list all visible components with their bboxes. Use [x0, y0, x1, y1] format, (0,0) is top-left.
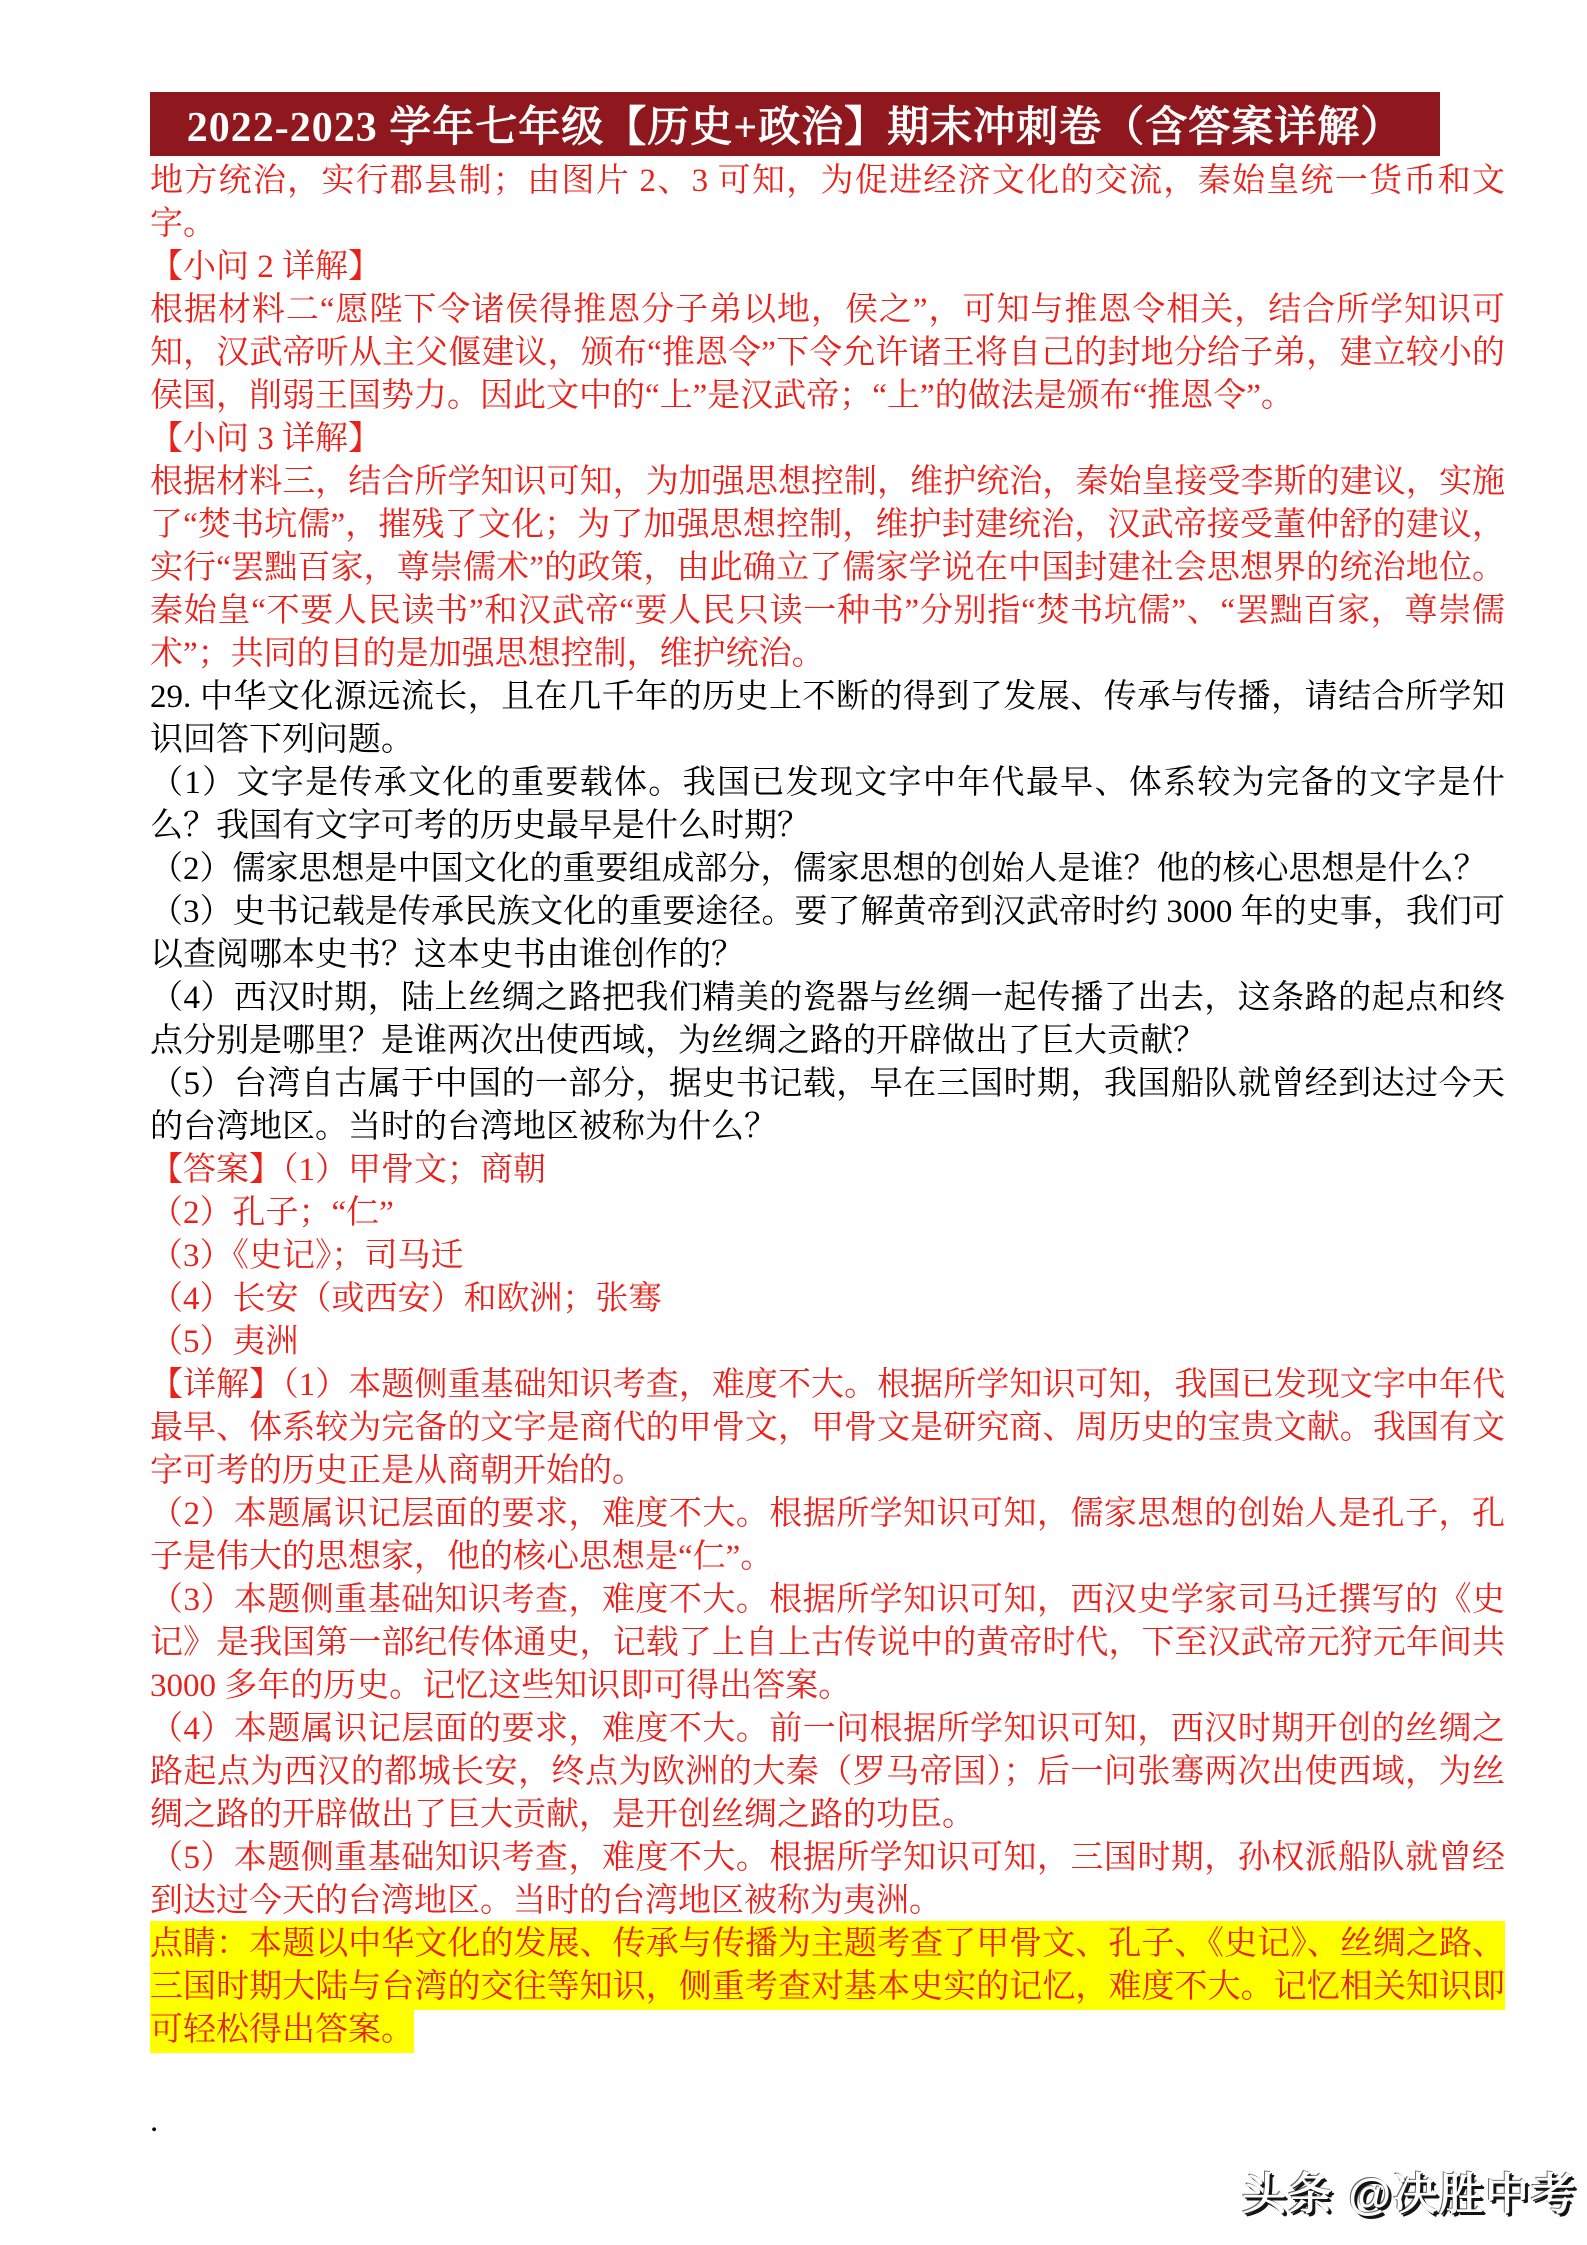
question-29-part-5: （5）台湾自古属于中国的一部分，据史书记载，早在三国时期，我国船队就曾经到达过今天的台湾地区。当时的台湾地区被称为什么？	[150, 1066, 1505, 1145]
document-body	[150, 160, 1505, 2052]
question-29-stem: 29. 中华文化源远流长，且在几千年的历史上不断的得到了发展、传承与传播，请结合所学知识回答下列问题。	[150, 679, 1505, 758]
explanation-part-5: （5）本题侧重基础知识考查，难度不大。根据所学知识可知，三国时期，孙权派船队就曾经到达过今天的台湾地区。当时的台湾地区被称为夷洲。	[150, 1840, 1505, 1919]
answer-line-4: （4）长安（或西安）和欧洲；张骞	[150, 1281, 662, 1317]
question-29-part-4: （4）西汉时期，陆上丝绸之路把我们精美的瓷器与丝绸一起传播了出去，这条路的起点和终点分别是哪里？是谁两次出使西域，为丝绸之路的开辟做出了巨大贡献？	[150, 980, 1505, 1059]
answer-line-3: （3）《史记》；司马迁	[150, 1238, 464, 1274]
question-29-part-3: （3）史书记载是传承民族文化的重要途径。要了解黄帝到汉武帝时约 3000 年的史事，我们可以查阅哪本史书？这本史书由谁创作的？	[150, 894, 1505, 973]
question-29-part-1: （1）文字是传承文化的重要载体。我国已发现文字中年代最早、体系较为完备的文字是什么？我国有文字可考的历史最早是什么时期？	[150, 765, 1505, 844]
highlighted-key-point: 点睛：本题以中华文化的发展、传承与传播为主题考查了甲骨文、孔子、《史记》、丝绸之路、三国时期大陆与台湾的交往等知识，侧重考查对基本史实的记忆，难度不大。记忆相关知识即可轻松得出答案。	[150, 1921, 1505, 2053]
title-banner	[150, 92, 1440, 156]
explanation-part-3: （3）本题侧重基础知识考查，难度不大。根据所学知识可知，西汉史学家司马迁撰写的《史记》是我国第一部纪传体通史，记载了上自上古传说中的黄帝时代，下至汉武帝元狩元年间共 3000 多年的历史。记忆这些知识即可得出答案。	[150, 1582, 1505, 1704]
answer-line-5: （5）夷洲	[150, 1324, 299, 1360]
subquestion-3-heading: 【小问 3 详解】	[150, 421, 381, 457]
answer-line-2: （2）孔子；“仁”	[150, 1195, 394, 1231]
subquestion-2-detail: 根据材料二“愿陛下令诸侯得推恩分子弟以地，侯之”，可知与推恩令相关，结合所学知识可知，汉武帝听从主父偃建议，颁布“推恩令”下令允许诸王将自己的封地分给子弟，建立较小的侯国，削弱王国势力。因此文中的“上”是汉武帝；“上”的做法是颁布“推恩令”。	[150, 292, 1505, 414]
watermark: 头条 @决胜中考	[1242, 2170, 1578, 2219]
page-title: 2022-2023 学年七年级【历史+政治】期末冲刺卷（含答案详解）	[186, 105, 1404, 151]
explanation-part-1: 【详解】（1）本题侧重基础知识考查，难度不大。根据所学知识可知，我国已发现文字中年代最早、体系较为完备的文字是商代的甲骨文，甲骨文是研究商、周历史的宝贵文献。我国有文字可考的历史正是从商朝开始的。	[150, 1367, 1505, 1489]
answer-detail-paragraph: 地方统治，实行郡县制；由图片 2、3 可知，为促进经济文化的交流，秦始皇统一货币和文字。	[150, 163, 1505, 242]
stray-period: .	[150, 2103, 159, 2139]
explanation-part-2: （2）本题属识记层面的要求，难度不大。根据所学知识可知，儒家思想的创始人是孔子，孔子是伟大的思想家，他的核心思想是“仁”。	[150, 1496, 1505, 1575]
subquestion-2-heading: 【小问 2 详解】	[150, 249, 381, 285]
explanation-part-4: （4）本题属识记层面的要求，难度不大。前一问根据所学知识可知，西汉时期开创的丝绸之路起点为西汉的都城长安，终点为欧洲的大秦（罗马帝国）；后一问张骞两次出使西域，为丝绸之路的开辟做出了巨大贡献，是开创丝绸之路的功臣。	[150, 1711, 1505, 1833]
question-29-part-2: （2）儒家思想是中国文化的重要组成部分，儒家思想的创始人是谁？他的核心思想是什么？	[150, 851, 1487, 887]
answer-line-1: 【答案】（1）甲骨文；商朝	[150, 1152, 546, 1188]
key-point-paragraph	[150, 1923, 1505, 2052]
subquestion-3-detail: 根据材料三，结合所学知识可知，为加强思想控制，维护统治，秦始皇接受李斯的建议，实施了“焚书坑儒”，摧残了文化；为了加强思想控制，维护封建统治，汉武帝接受董仲舒的建议，实行“罢黜百家，尊崇儒术”的政策，由此确立了儒家学说在中国封建社会思想界的统治地位。秦始皇“不要人民读书”和汉武帝“要人民只读一种书”分别指“焚书坑儒”、“罢黜百家，尊崇儒术”；共同的目的是加强思想控制，维护统治。	[150, 464, 1505, 672]
